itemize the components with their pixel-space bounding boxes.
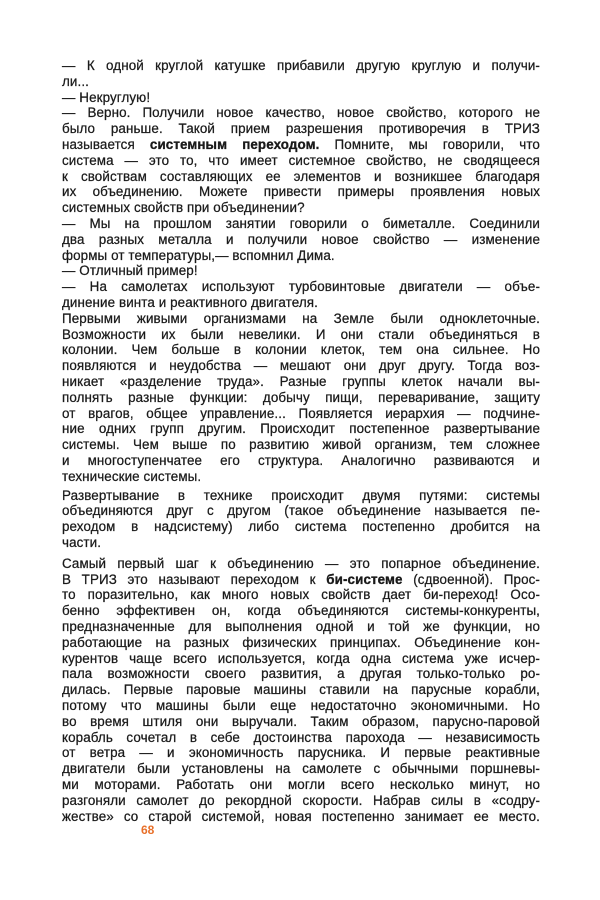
text-run: объединяются друг с другом (такое объединение называется пе- xyxy=(62,503,540,519)
text-run: их объединению. Можете привести примеры проявления новых xyxy=(62,184,540,200)
text-line xyxy=(62,311,540,326)
text-line xyxy=(62,651,540,666)
text-run: к свойствам составляющих ее элементов и возникшее благодаря xyxy=(62,168,540,184)
text-line xyxy=(62,535,540,550)
text-run: никает «разделение труда». Разные группы клеток начали вы- xyxy=(62,374,540,389)
text-run: появляются и неудобства — мешают они друг другу. Тогда воз- xyxy=(62,358,540,374)
text-run: динение винта и реактивного двигателя. xyxy=(62,295,318,310)
text-line xyxy=(62,121,540,136)
text-line xyxy=(62,90,540,105)
text-run: В ТРИЗ это называют переходом к xyxy=(62,571,327,587)
text-line xyxy=(62,263,540,278)
text-line xyxy=(62,406,540,421)
text-line xyxy=(62,745,540,760)
text-line xyxy=(62,714,540,729)
text-line xyxy=(62,374,540,389)
text-run: система — это то, что имеет системное свойство, не сводящееся xyxy=(62,152,540,168)
text-run: — На самолетах используют турбовинтовые двигатели — объе- xyxy=(62,279,540,295)
text-line xyxy=(62,184,540,199)
text-run: Развертывание в технике происходит двумя путями: системы xyxy=(62,487,540,503)
text-line xyxy=(62,682,540,697)
text-line xyxy=(62,488,540,503)
text-line xyxy=(62,342,540,357)
text-line xyxy=(62,698,540,713)
text-line xyxy=(62,503,540,518)
text-line xyxy=(62,809,540,824)
text-run: пала возможности своего развития, а другая только-только ро- xyxy=(62,666,540,682)
text-line xyxy=(62,519,540,534)
text-run: — Некруглую! xyxy=(62,89,151,105)
text-run: системных свойств при объединении? xyxy=(62,200,305,216)
text-line xyxy=(62,635,540,650)
text-run: полнять разные функции: добычу пищи, переваривание, защиту xyxy=(62,389,540,405)
text-run: дилась. Первые паровые машины ставили на парусные корабли, xyxy=(62,682,540,698)
text-run: ми моторами. Работать они могли всего несколько минут, но xyxy=(62,777,540,792)
text-run: во время штиля они выручали. Таким образом, парусно-паровой xyxy=(62,713,540,729)
text-line xyxy=(62,200,540,215)
text-line xyxy=(62,619,540,634)
text-run: курентов чаще всего используется, когда одна система уже исчер- xyxy=(62,650,540,666)
text-line xyxy=(62,390,540,405)
text-line xyxy=(62,666,540,681)
text-run: предназначенные для выполнения одной и той же функции, но xyxy=(62,619,540,634)
text-run: работающие на разных физических принципах. Объединение кон- xyxy=(62,634,540,650)
text-line xyxy=(62,248,540,263)
text-run: Самый первый шаг к объединению — это попарное объединение. xyxy=(62,555,540,571)
text-run: потому что машины были еще недостаточно экономичными. Но xyxy=(62,698,540,713)
text-line xyxy=(62,358,540,373)
text-run: ли... xyxy=(62,73,89,89)
text-line xyxy=(62,74,540,89)
text-line xyxy=(62,105,540,120)
text-run: и многоступенчатее его структура. Аналогично развиваются и xyxy=(62,453,540,468)
text-run: от врагов, общее управление... Появляется иерархия — подчине- xyxy=(62,405,540,421)
text-line xyxy=(62,137,540,152)
text-run: два разных металла и получили новое свойство — изменение xyxy=(62,231,540,247)
text-run: части. xyxy=(62,535,102,550)
text-run: формы от температуры,— вспомнил Дима. xyxy=(62,247,335,263)
text-run: Возможности их были невелики. И они стали объединяться в xyxy=(62,326,540,342)
text-run: — Отличный пример! xyxy=(62,263,198,279)
text-line xyxy=(62,232,540,247)
text-line xyxy=(62,777,540,792)
text-run: колонии. Чем больше в колонии клеток, тем она сильнее. Но xyxy=(62,342,540,358)
text-run: было раньше. Такой прием разрешения противоречия в ТРИЗ xyxy=(62,121,540,137)
text-run: от ветра — и экономичность парусника. И первые реактивные xyxy=(62,745,540,761)
text-run: — Верно. Получили новое качество, новое свойство, которого не xyxy=(62,105,540,121)
text-line xyxy=(62,556,540,571)
text-run: бенно эффективен он, когда объединяются системы-конкуренты, xyxy=(62,603,540,619)
text-line xyxy=(62,169,540,184)
text-line xyxy=(62,453,540,468)
text-run: называется xyxy=(62,137,150,152)
text-line xyxy=(62,603,540,618)
text-run: системы. Чем выше по развитию живой организм, тем сложнее xyxy=(62,437,540,453)
bold-term: системным переходом. xyxy=(149,137,320,152)
text-line xyxy=(62,437,540,452)
bold-term: би-системе xyxy=(326,571,403,587)
text-run: (сдвоенной). Прос- xyxy=(402,571,540,587)
text-run: Помните, мы говорили, что xyxy=(319,137,540,152)
text-line xyxy=(62,587,540,602)
text-line xyxy=(62,572,540,587)
text-line xyxy=(62,295,540,310)
text-run: — Мы на прошлом занятии говорили о биметалле. Соединили xyxy=(62,216,540,231)
text-line xyxy=(62,327,540,342)
text-line xyxy=(62,730,540,745)
text-run: технические системы. xyxy=(62,468,202,484)
text-run: двигатели были установлены на самолете с обычными поршневы- xyxy=(62,761,540,777)
text-line xyxy=(62,58,540,73)
page-number: 68 xyxy=(141,823,155,837)
text-line xyxy=(62,421,540,436)
text-run: — К одной круглой катушке прибавили другую круглую и получи- xyxy=(62,58,540,73)
text-line xyxy=(62,793,540,808)
text-line xyxy=(62,216,540,231)
text-line xyxy=(62,279,540,294)
text-run: корабль сочетал в себе достоинства парохода — независимость xyxy=(62,729,540,745)
text-run: реходом в надсистему) либо система постепенно дробится на xyxy=(62,519,540,535)
text-line xyxy=(62,761,540,776)
text-run: Первыми живыми организмами на Земле были одноклеточные. xyxy=(62,310,540,326)
text-run: ние одних групп другим. Происходит постепенное развертывание xyxy=(62,421,540,437)
text-run: разгоняли самолет до рекордной скорости. Набрав силы в «содру- xyxy=(62,792,540,808)
text-run: жестве» со старой системой, новая постепенно занимает ее место. xyxy=(62,808,540,824)
text-line xyxy=(62,469,540,484)
text-run: то поразительно, как много новых свойств дает би-переход! Осо- xyxy=(62,587,540,603)
text-line xyxy=(62,153,540,168)
